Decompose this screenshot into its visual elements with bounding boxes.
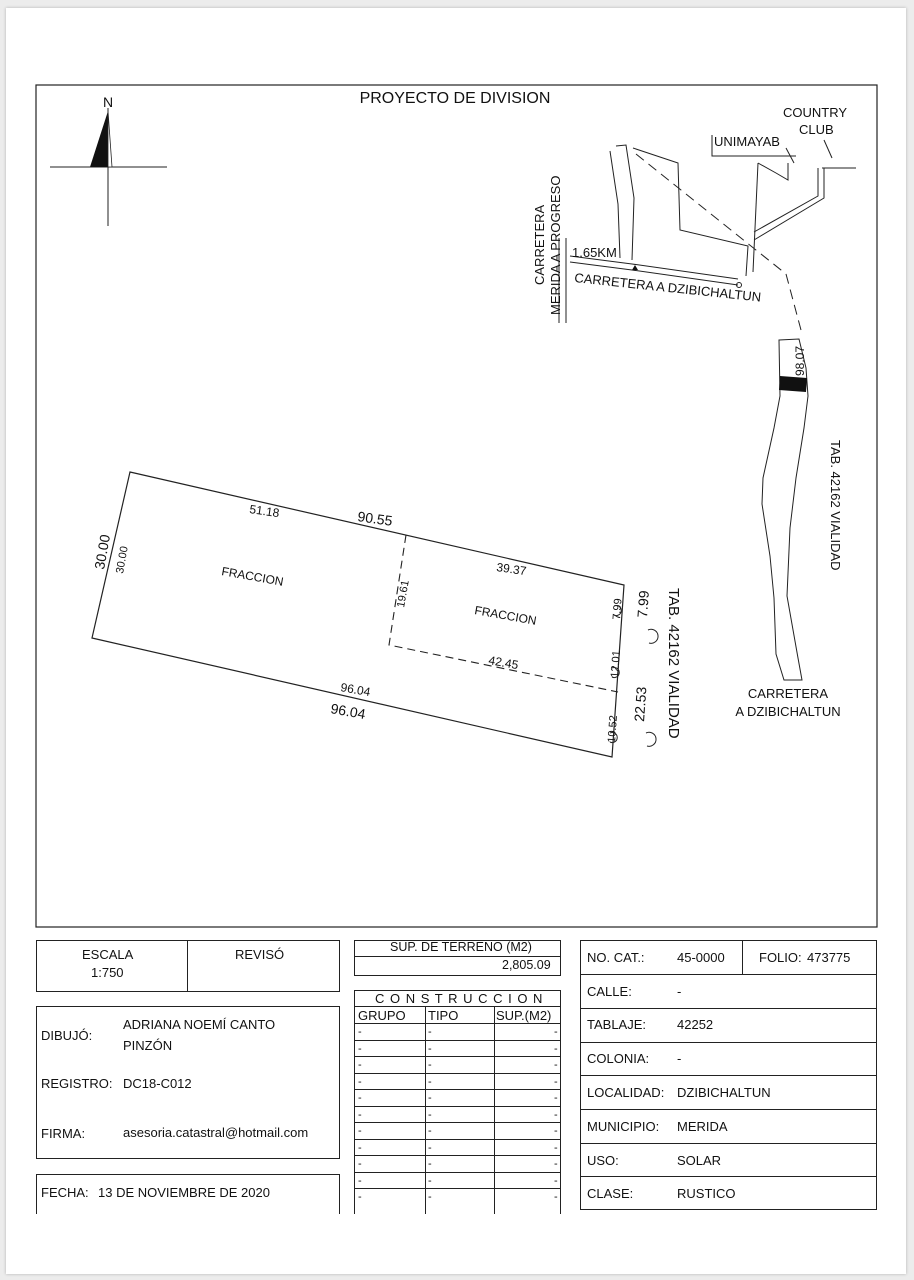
col-sup: SUP.(M2) <box>496 1008 552 1023</box>
right-seg1-label: 7.99 <box>611 598 625 621</box>
cat-number-value: 45-0000 <box>677 950 725 965</box>
vialidad-mark <box>779 376 807 392</box>
drawn-by-line1: ADRIANA NOEMÍ CANTO <box>123 1017 276 1032</box>
construction-cell-sup: - <box>554 1125 558 1137</box>
bottom-outer-label: 96.04 <box>329 700 367 723</box>
colonia-label: COLONIA: <box>587 1051 650 1066</box>
road-merida-label-line2: MERIDA A PROGRESO <box>548 175 563 315</box>
col-grupo: GRUPO <box>358 1008 406 1023</box>
area-label: SUP. DE TERRENO (M2) <box>390 940 532 954</box>
construction-cell-grupo: - <box>358 1043 362 1055</box>
construction-cell-sup: - <box>554 1026 558 1038</box>
strip-road-label-line1: CARRETERA <box>747 686 829 701</box>
construction-cell-tipo: - <box>428 1142 432 1154</box>
distance-label: 1.65KM <box>572 245 617 260</box>
right-seg3-label: 10.52 <box>606 714 620 744</box>
use-value: SOLAR <box>677 1153 722 1168</box>
top-left-label: 51.18 <box>248 502 281 521</box>
construction-cell-sup: - <box>554 1092 558 1104</box>
right-outer1-label: 7.99 <box>634 589 652 619</box>
construction-cell-sup: - <box>554 1109 558 1121</box>
top-right-label: 39.37 <box>495 560 528 579</box>
construction-cell-tipo: - <box>428 1076 432 1088</box>
construction-cell-tipo: - <box>428 1059 432 1071</box>
construction-cell-tipo: - <box>428 1043 432 1055</box>
reviewed-label: REVISÓ <box>235 947 285 962</box>
construction-cell-grupo: - <box>358 1026 362 1038</box>
folio-value: 473775 <box>807 950 851 965</box>
fraction-right-label: FRACCION <box>473 603 538 628</box>
tablaje-label: TABLAJE: <box>587 1017 647 1032</box>
road-merida-label-line1: CARRETERA <box>532 204 547 285</box>
location-map <box>559 135 856 330</box>
unimayab-label: UNIMAYAB <box>714 134 780 149</box>
cat-number-label: NO. CAT.: <box>587 950 645 965</box>
drawing-frame <box>36 85 877 927</box>
construction-cell-tipo: - <box>428 1092 432 1104</box>
construction-cell-grupo: - <box>358 1092 362 1104</box>
drawn-by-line2: PINZÓN <box>123 1038 173 1053</box>
scale-value: 1:750 <box>91 965 124 980</box>
folio-label: FOLIO: <box>759 950 802 965</box>
construction-cell-grupo: - <box>358 1158 362 1170</box>
construction-cell-sup: - <box>554 1059 558 1071</box>
right-seg2-label: 12.01 <box>609 649 623 679</box>
drawn-by-label: DIBUJÓ: <box>41 1028 93 1043</box>
use-label: USO: <box>587 1153 619 1168</box>
inner-bottom-label: 42.45 <box>487 653 520 673</box>
country-club-label-line1: COUNTRY <box>783 105 848 120</box>
construction-cell-tipo: - <box>428 1109 432 1121</box>
construction-cell-tipo: - <box>428 1026 432 1038</box>
construction-cell-tipo: - <box>428 1191 432 1203</box>
municipality-value: MERIDA <box>677 1119 728 1134</box>
locality-label: LOCALIDAD: <box>587 1085 665 1100</box>
municipality-label: MUNICIPIO: <box>587 1119 660 1134</box>
road-dzibichaltun-label: CARRETERA A DZIBICHALTUN <box>573 270 762 305</box>
construction-cell-grupo: - <box>358 1125 362 1137</box>
strip-vialidad-label: TAB. 42162 VIALIDAD <box>828 440 843 571</box>
country-club-label-line2: CLUB <box>799 122 834 137</box>
drawing-title: PROYECTO DE DIVISION <box>359 90 551 107</box>
construction-cell-sup: - <box>554 1158 558 1170</box>
construction-cell-tipo: - <box>428 1158 432 1170</box>
locality-value: DZIBICHALTUN <box>677 1085 771 1100</box>
class-label: CLASE: <box>587 1186 634 1201</box>
scale-label: ESCALA <box>82 947 134 962</box>
construction-cell-grupo: - <box>358 1142 362 1154</box>
north-label: N <box>102 94 114 110</box>
strip-road-label-line2: A DZIBICHALTUN <box>735 704 841 719</box>
colonia-value: - <box>677 1051 682 1066</box>
construction-cell-sup: - <box>554 1076 558 1088</box>
vialidad-label: TAB. 42162 VIALIDAD <box>665 588 682 739</box>
col-tipo: TIPO <box>428 1008 459 1023</box>
signature-label: FIRMA: <box>41 1126 86 1141</box>
class-value: RUSTICO <box>677 1186 736 1201</box>
construction-cell-tipo: - <box>428 1175 432 1187</box>
left-outer-label: 30.00 <box>91 533 114 571</box>
construction-cell-grupo: - <box>358 1175 362 1187</box>
construction-cell-grupo: - <box>358 1076 362 1088</box>
construction-cell-sup: - <box>554 1175 558 1187</box>
street-value: - <box>677 984 682 999</box>
construction-cell-sup: - <box>554 1191 558 1203</box>
construction-cell-sup: - <box>554 1142 558 1154</box>
north-arrow-icon <box>50 108 167 226</box>
left-inner-label: 30.00 <box>114 545 131 575</box>
drawing-sheet <box>6 8 906 1274</box>
strip-width-label: 98.07 <box>793 345 807 376</box>
signature-email: asesoria.catastral@hotmail.com <box>123 1125 309 1140</box>
construction-cell-grupo: - <box>358 1109 362 1121</box>
construction-cell-grupo: - <box>358 1059 362 1071</box>
date-label: FECHA: <box>41 1185 89 1200</box>
bottom-inner-label: 96.04 <box>339 680 372 700</box>
divider-label: 19.61 <box>395 579 412 609</box>
registry-label: REGISTRO: <box>41 1076 113 1091</box>
tablaje-value: 42252 <box>677 1017 714 1032</box>
construction-cell-grupo: - <box>358 1191 362 1203</box>
street-label: CALLE: <box>587 984 632 999</box>
area-value: 2,805.09 <box>502 958 551 972</box>
construction-cell-sup: - <box>554 1043 558 1055</box>
construction-title: C O N S T R U C C I O N <box>375 991 544 1006</box>
top-outer-label: 90.55 <box>356 508 394 529</box>
fraction-left-label: FRACCION <box>220 564 285 589</box>
date-value: 13 DE NOVIEMBRE DE 2020 <box>98 1185 270 1200</box>
construction-cell-tipo: - <box>428 1125 432 1137</box>
right-outer2-label: 22.53 <box>631 686 650 723</box>
registry-value: DC18-C012 <box>123 1076 192 1091</box>
